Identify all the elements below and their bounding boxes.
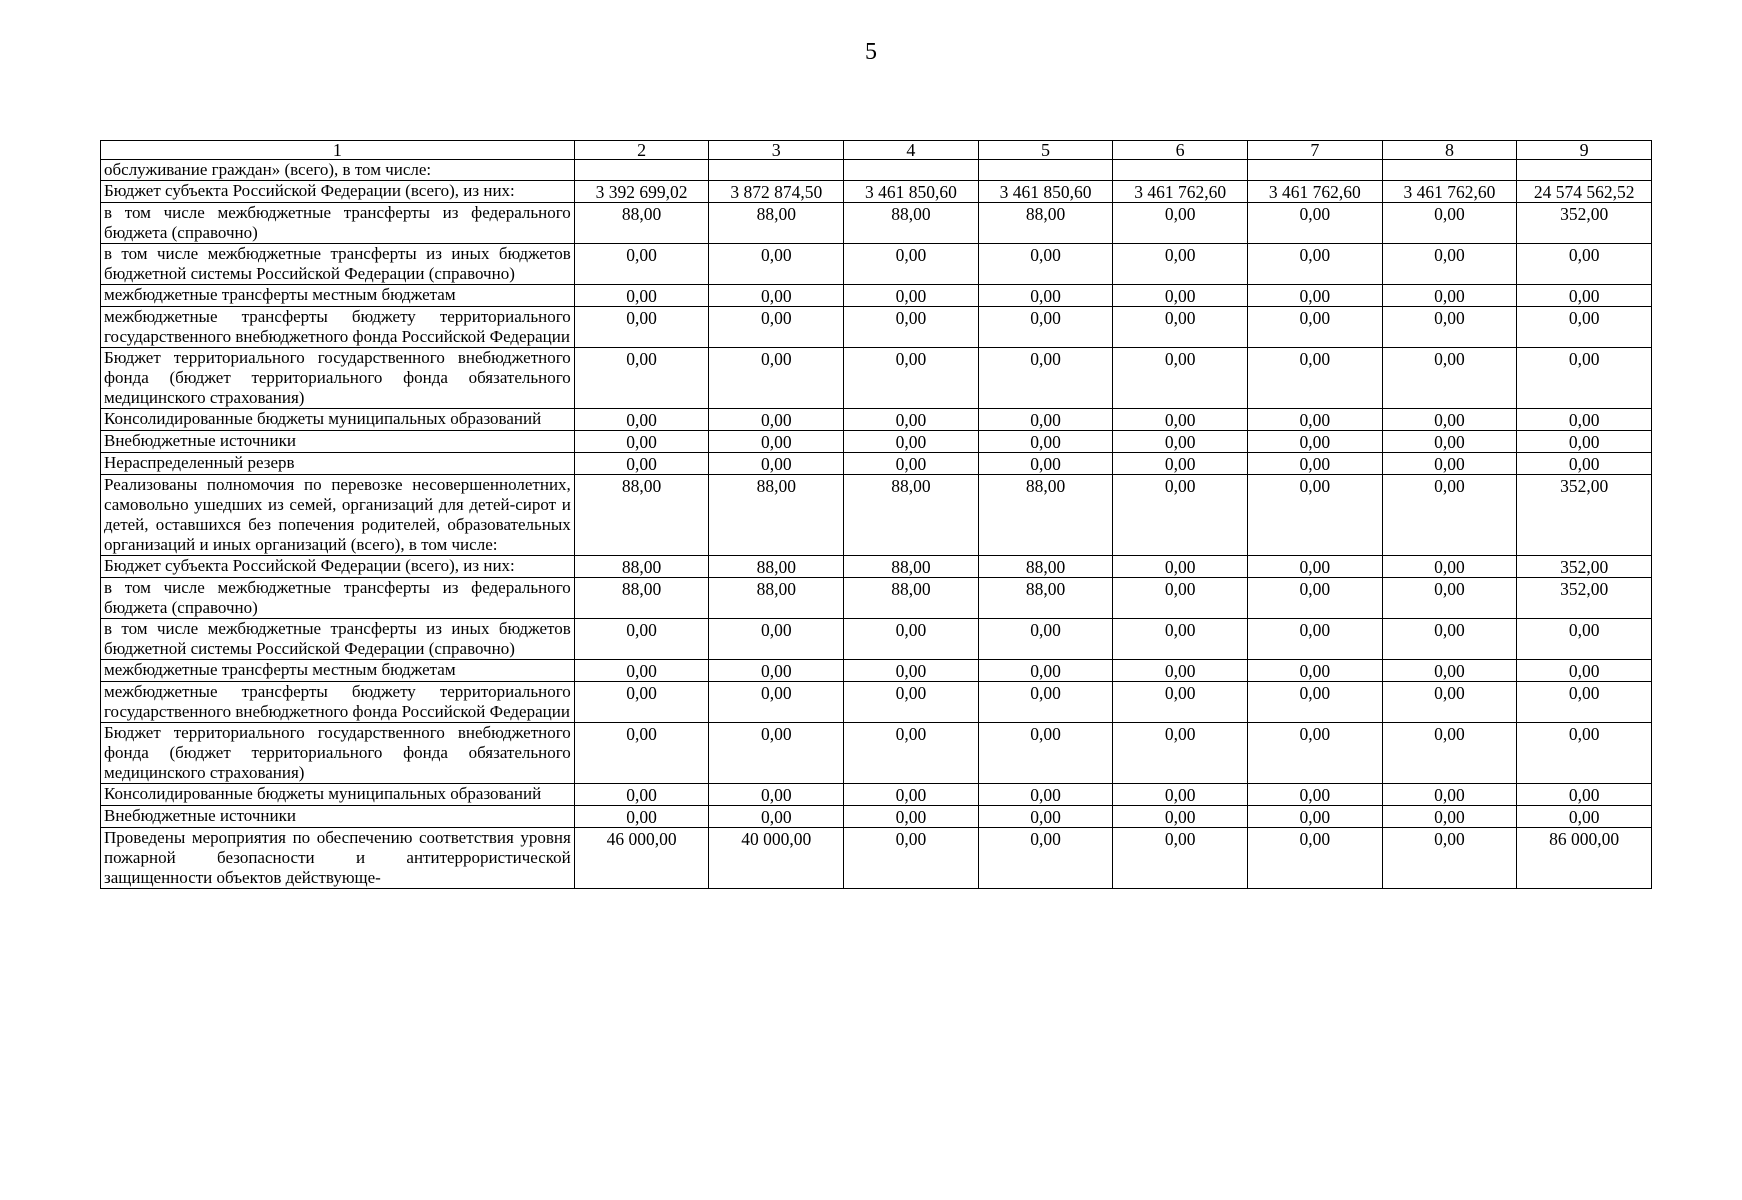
value-cell: 0,00	[844, 828, 979, 889]
value-cell: 0,00	[1113, 784, 1248, 806]
value-cell: 0,00	[1517, 453, 1652, 475]
value-cell: 0,00	[1248, 453, 1383, 475]
value-cell: 0,00	[1382, 431, 1517, 453]
row-label: Бюджет территориального государственного внебюджетного фонда (бюджет территориального фонда обязательного медицинского страхования)	[101, 348, 575, 409]
value-cell: 88,00	[574, 578, 709, 619]
table-row	[101, 556, 1652, 578]
row-label: Проведены мероприятия по обеспечению соответствия уровня пожарной безопасности и антитеррористической защищенности объектов действующе-	[101, 828, 575, 889]
value-cell: 0,00	[978, 431, 1113, 453]
table-row	[101, 619, 1652, 660]
value-cell: 40 000,00	[709, 828, 844, 889]
value-cell: 0,00	[1517, 244, 1652, 285]
row-label: Консолидированные бюджеты муниципальных образований	[101, 784, 575, 806]
value-cell: 0,00	[709, 682, 844, 723]
value-cell	[978, 160, 1113, 181]
value-cell: 0,00	[1517, 682, 1652, 723]
value-cell: 0,00	[978, 453, 1113, 475]
value-cell: 0,00	[1382, 556, 1517, 578]
value-cell: 3 461 850,60	[978, 181, 1113, 203]
value-cell: 0,00	[1517, 660, 1652, 682]
value-cell: 0,00	[1113, 348, 1248, 409]
table-row	[101, 784, 1652, 806]
value-cell: 0,00	[978, 285, 1113, 307]
value-cell: 0,00	[844, 682, 979, 723]
value-cell: 0,00	[1382, 453, 1517, 475]
value-cell: 88,00	[709, 578, 844, 619]
value-cell: 0,00	[1248, 660, 1383, 682]
value-cell: 0,00	[709, 784, 844, 806]
value-cell: 0,00	[1113, 431, 1248, 453]
row-label: Нераспределенный резерв	[101, 453, 575, 475]
value-cell	[1382, 160, 1517, 181]
value-cell: 88,00	[978, 203, 1113, 244]
table-row	[101, 203, 1652, 244]
value-cell: 0,00	[844, 784, 979, 806]
value-cell: 88,00	[709, 203, 844, 244]
row-label: в том числе межбюджетные трансферты из федерального бюджета (справочно)	[101, 203, 575, 244]
value-cell: 88,00	[709, 475, 844, 556]
row-label: Бюджет субъекта Российской Федерации (всего), из них:	[101, 556, 575, 578]
value-cell: 0,00	[1248, 828, 1383, 889]
value-cell: 0,00	[1113, 475, 1248, 556]
table-body	[101, 160, 1652, 889]
table-row	[101, 409, 1652, 431]
value-cell: 0,00	[1248, 723, 1383, 784]
value-cell: 88,00	[844, 475, 979, 556]
table-row	[101, 660, 1652, 682]
value-cell: 0,00	[1517, 307, 1652, 348]
value-cell: 0,00	[978, 307, 1113, 348]
value-cell: 0,00	[574, 431, 709, 453]
value-cell: 0,00	[978, 828, 1113, 889]
value-cell: 0,00	[844, 285, 979, 307]
column-header: 8	[1382, 141, 1517, 160]
value-cell	[574, 160, 709, 181]
value-cell: 0,00	[1113, 806, 1248, 828]
row-label: Внебюджетные источники	[101, 806, 575, 828]
table-row	[101, 682, 1652, 723]
column-header: 9	[1517, 141, 1652, 160]
value-cell: 0,00	[1382, 244, 1517, 285]
value-cell: 0,00	[844, 307, 979, 348]
value-cell: 0,00	[978, 806, 1113, 828]
value-cell: 0,00	[1113, 409, 1248, 431]
table-row	[101, 307, 1652, 348]
value-cell: 0,00	[1248, 244, 1383, 285]
value-cell: 0,00	[844, 619, 979, 660]
row-label: Бюджет территориального государственного внебюджетного фонда (бюджет территориального фонда обязательного медицинского страхования)	[101, 723, 575, 784]
value-cell: 0,00	[1382, 723, 1517, 784]
value-cell: 0,00	[574, 244, 709, 285]
value-cell: 88,00	[978, 578, 1113, 619]
value-cell	[844, 160, 979, 181]
value-cell: 0,00	[1517, 348, 1652, 409]
value-cell: 0,00	[1382, 348, 1517, 409]
value-cell: 0,00	[1382, 578, 1517, 619]
value-cell: 0,00	[1113, 682, 1248, 723]
value-cell	[1517, 160, 1652, 181]
value-cell: 3 872 874,50	[709, 181, 844, 203]
value-cell: 0,00	[1248, 619, 1383, 660]
value-cell: 0,00	[1517, 619, 1652, 660]
value-cell: 0,00	[1382, 806, 1517, 828]
value-cell: 88,00	[844, 203, 979, 244]
value-cell: 0,00	[1382, 784, 1517, 806]
table-row	[101, 244, 1652, 285]
value-cell: 0,00	[574, 409, 709, 431]
value-cell: 0,00	[1517, 723, 1652, 784]
column-number-row	[101, 141, 1652, 160]
value-cell: 0,00	[978, 244, 1113, 285]
value-cell: 0,00	[574, 784, 709, 806]
column-header: 3	[709, 141, 844, 160]
table-row	[101, 348, 1652, 409]
value-cell: 0,00	[1113, 723, 1248, 784]
value-cell: 0,00	[844, 660, 979, 682]
value-cell: 0,00	[1382, 619, 1517, 660]
value-cell: 88,00	[574, 203, 709, 244]
value-cell: 0,00	[1248, 578, 1383, 619]
value-cell: 0,00	[1517, 806, 1652, 828]
value-cell: 0,00	[709, 307, 844, 348]
value-cell: 0,00	[1248, 409, 1383, 431]
value-cell: 0,00	[1517, 409, 1652, 431]
value-cell: 0,00	[978, 682, 1113, 723]
value-cell: 0,00	[844, 431, 979, 453]
value-cell: 0,00	[1113, 578, 1248, 619]
value-cell: 0,00	[574, 285, 709, 307]
value-cell: 0,00	[1382, 307, 1517, 348]
value-cell: 0,00	[844, 409, 979, 431]
value-cell: 0,00	[1517, 431, 1652, 453]
value-cell: 0,00	[574, 806, 709, 828]
value-cell: 352,00	[1517, 203, 1652, 244]
row-label: Внебюджетные источники	[101, 431, 575, 453]
value-cell: 0,00	[978, 409, 1113, 431]
column-header: 5	[978, 141, 1113, 160]
value-cell: 0,00	[1382, 409, 1517, 431]
value-cell: 0,00	[844, 723, 979, 784]
value-cell: 0,00	[1382, 285, 1517, 307]
column-header: 6	[1113, 141, 1248, 160]
value-cell: 0,00	[1248, 285, 1383, 307]
value-cell: 0,00	[574, 660, 709, 682]
column-header: 4	[844, 141, 979, 160]
value-cell: 0,00	[1113, 244, 1248, 285]
value-cell: 0,00	[1113, 619, 1248, 660]
value-cell: 0,00	[574, 682, 709, 723]
value-cell: 0,00	[574, 307, 709, 348]
row-label: Бюджет субъекта Российской Федерации (всего), из них:	[101, 181, 575, 203]
value-cell: 88,00	[978, 475, 1113, 556]
row-label: Реализованы полномочия по перевозке несовершеннолетних, самовольно ушедших из семей, организаций для детей-сирот и детей, оставшихся без попечения родителей, образовательных организаций и иных организаций (всего), в том числе:	[101, 475, 575, 556]
value-cell: 0,00	[1517, 784, 1652, 806]
table-row	[101, 431, 1652, 453]
value-cell: 352,00	[1517, 578, 1652, 619]
value-cell: 0,00	[1113, 307, 1248, 348]
value-cell: 0,00	[574, 348, 709, 409]
value-cell: 0,00	[844, 453, 979, 475]
value-cell: 0,00	[978, 723, 1113, 784]
value-cell: 0,00	[574, 619, 709, 660]
value-cell: 3 461 850,60	[844, 181, 979, 203]
table-row	[101, 806, 1652, 828]
budget-table-container	[100, 140, 1652, 889]
row-label: межбюджетные трансферты местным бюджетам	[101, 660, 575, 682]
value-cell: 0,00	[574, 723, 709, 784]
value-cell: 24 574 562,52	[1517, 181, 1652, 203]
value-cell: 0,00	[1517, 285, 1652, 307]
value-cell: 88,00	[574, 475, 709, 556]
value-cell: 0,00	[1382, 203, 1517, 244]
value-cell: 0,00	[709, 619, 844, 660]
value-cell: 0,00	[1382, 828, 1517, 889]
value-cell: 0,00	[1248, 682, 1383, 723]
value-cell: 0,00	[709, 660, 844, 682]
value-cell: 88,00	[844, 556, 979, 578]
row-label: межбюджетные трансферты местным бюджетам	[101, 285, 575, 307]
row-label: в том числе межбюджетные трансферты из иных бюджетов бюджетной системы Российской Федерации (справочно)	[101, 619, 575, 660]
value-cell	[1248, 160, 1383, 181]
value-cell: 0,00	[1113, 285, 1248, 307]
value-cell: 0,00	[978, 348, 1113, 409]
table-row	[101, 828, 1652, 889]
value-cell: 0,00	[978, 619, 1113, 660]
value-cell: 0,00	[709, 285, 844, 307]
value-cell: 0,00	[1248, 556, 1383, 578]
table-row	[101, 453, 1652, 475]
row-label: Консолидированные бюджеты муниципальных образований	[101, 409, 575, 431]
table-row	[101, 160, 1652, 181]
value-cell: 88,00	[709, 556, 844, 578]
value-cell: 0,00	[1113, 828, 1248, 889]
value-cell	[709, 160, 844, 181]
value-cell: 0,00	[709, 453, 844, 475]
column-header: 2	[574, 141, 709, 160]
value-cell: 3 461 762,60	[1113, 181, 1248, 203]
value-cell: 88,00	[978, 556, 1113, 578]
value-cell: 0,00	[1248, 806, 1383, 828]
table-row	[101, 285, 1652, 307]
value-cell: 3 461 762,60	[1382, 181, 1517, 203]
value-cell: 0,00	[709, 806, 844, 828]
budget-table	[100, 140, 1652, 889]
value-cell: 3 392 699,02	[574, 181, 709, 203]
value-cell: 0,00	[978, 784, 1113, 806]
value-cell: 0,00	[1113, 556, 1248, 578]
value-cell: 352,00	[1517, 475, 1652, 556]
value-cell: 0,00	[844, 806, 979, 828]
value-cell: 0,00	[844, 348, 979, 409]
value-cell: 0,00	[1248, 431, 1383, 453]
value-cell: 0,00	[709, 244, 844, 285]
row-label: межбюджетные трансферты бюджету территориального государственного внебюджетного фонда Российской Федерации	[101, 307, 575, 348]
value-cell: 0,00	[709, 348, 844, 409]
row-label: межбюджетные трансферты бюджету территориального государственного внебюджетного фонда Российской Федерации	[101, 682, 575, 723]
value-cell: 88,00	[844, 578, 979, 619]
row-label: обслуживание граждан» (всего), в том числе:	[101, 160, 575, 181]
value-cell: 46 000,00	[574, 828, 709, 889]
value-cell	[1113, 160, 1248, 181]
value-cell: 0,00	[1248, 203, 1383, 244]
value-cell: 0,00	[709, 409, 844, 431]
value-cell: 0,00	[1382, 682, 1517, 723]
value-cell: 0,00	[1113, 660, 1248, 682]
value-cell: 0,00	[1248, 475, 1383, 556]
value-cell: 88,00	[574, 556, 709, 578]
value-cell: 0,00	[1382, 660, 1517, 682]
row-label: в том числе межбюджетные трансферты из иных бюджетов бюджетной системы Российской Федерации (справочно)	[101, 244, 575, 285]
value-cell: 0,00	[1248, 784, 1383, 806]
value-cell: 3 461 762,60	[1248, 181, 1383, 203]
table-row	[101, 723, 1652, 784]
value-cell: 0,00	[978, 660, 1113, 682]
table-row	[101, 475, 1652, 556]
value-cell: 0,00	[1113, 453, 1248, 475]
value-cell: 0,00	[574, 453, 709, 475]
table-row	[101, 181, 1652, 203]
value-cell: 0,00	[844, 244, 979, 285]
value-cell: 0,00	[1113, 203, 1248, 244]
value-cell: 86 000,00	[1517, 828, 1652, 889]
value-cell: 0,00	[1248, 348, 1383, 409]
row-label: в том числе межбюджетные трансферты из федерального бюджета (справочно)	[101, 578, 575, 619]
column-header: 7	[1248, 141, 1383, 160]
value-cell: 352,00	[1517, 556, 1652, 578]
value-cell: 0,00	[709, 431, 844, 453]
value-cell: 0,00	[709, 723, 844, 784]
value-cell: 0,00	[1248, 307, 1383, 348]
table-row	[101, 578, 1652, 619]
value-cell: 0,00	[1382, 475, 1517, 556]
page-number: 5	[865, 39, 877, 65]
column-header: 1	[101, 141, 575, 160]
